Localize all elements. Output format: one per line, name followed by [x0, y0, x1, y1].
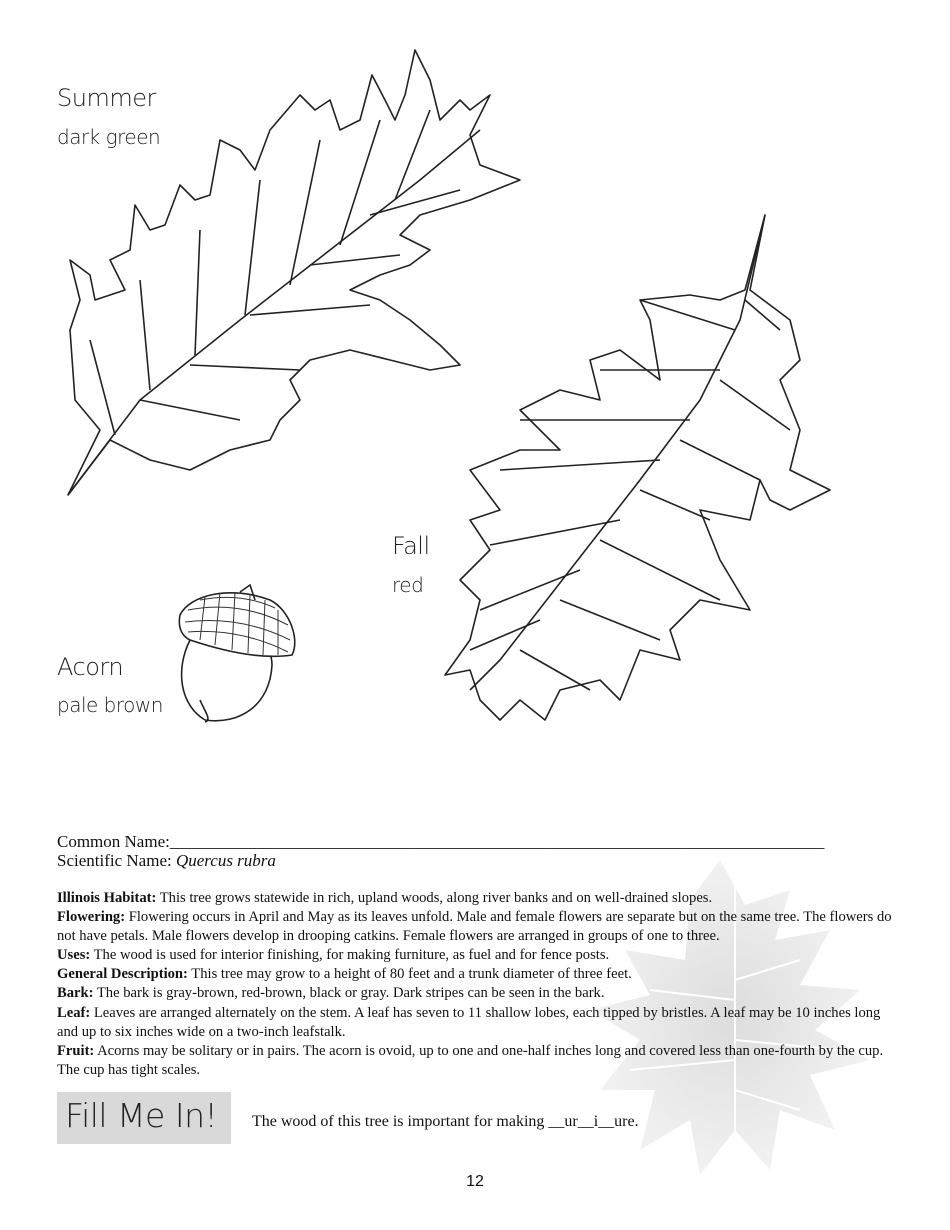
fact-text: This tree grows statewide in rich, upland woods, along river banks and on well-drained slopes.	[156, 890, 713, 906]
fact-bark	[57, 984, 897, 1003]
common-name-line	[57, 832, 824, 851]
fill-me-in-label: Fill Me In!	[65, 1096, 218, 1135]
fact-text: Leaves are arranged alternately on the stem. A leaf has seven to 11 shallow lobes, each tipped by bristles. A leaf may be 10 inches long and up to six inches wide on a two-inch leafstalk.	[57, 1004, 881, 1040]
names-block	[57, 832, 824, 870]
fact-term: Bark:	[57, 985, 94, 1002]
fact-flowering	[57, 908, 897, 946]
fact-uses	[57, 946, 897, 965]
fall-color: red	[392, 573, 424, 597]
facts-block	[57, 889, 897, 1080]
fact-text: The wood is used for interior finishing, for making furniture, as fuel and for fence posts.	[90, 947, 610, 964]
fact-term: Fruit:	[57, 1042, 95, 1059]
fall-label: Fall	[392, 532, 430, 560]
acorn-color: pale brown	[57, 693, 163, 717]
fact-term: Illinois Habitat:	[57, 890, 157, 906]
fact-term: Uses:	[57, 947, 91, 964]
fact-term: General Description:	[57, 966, 188, 983]
summer-color: dark green	[57, 125, 161, 149]
fact-fruit	[57, 1042, 897, 1080]
fact-habitat	[57, 889, 897, 908]
summer-label: Summer	[57, 84, 156, 112]
fact-term: Flowering:	[57, 909, 126, 926]
fact-text: This tree may grow to a height of 80 feet and a trunk diameter of three feet.	[187, 966, 632, 983]
fact-general-description	[57, 965, 897, 984]
fact-text: Flowering occurs in April and May as its leaves unfold. Male and female flowers are separate but on the same tree. The flowers do not have petals. Male flowers develop in drooping catkins. Female flowers are arranged in groups of one to three.	[57, 909, 892, 945]
scientific-name-value: Quercus rubra	[175, 851, 276, 870]
scientific-name-line	[57, 851, 824, 870]
fact-term: Leaf:	[57, 1004, 91, 1021]
acorn-label: Acorn	[57, 653, 124, 681]
common-name-blank: _____________________________________________________________________________	[169, 832, 825, 851]
page-number: 12	[466, 1173, 484, 1190]
fact-text: Acorns may be solitary or in pairs. The acorn is ovoid, up to one and one-half inches long and covered less than one-fourth by the cup. The cup has tight scales.	[57, 1042, 884, 1078]
fill-me-in-badge	[57, 1092, 231, 1144]
scientific-name-label: Scientific Name:	[57, 851, 172, 870]
fact-leaf	[57, 1004, 897, 1042]
common-name-label: Common Name:	[57, 832, 170, 851]
fact-text: The bark is gray-brown, red-brown, black or gray. Dark stripes can be seen in the bark.	[93, 985, 605, 1002]
fill-in-question: The wood of this tree is important for making __ur__i__ure.	[252, 1113, 639, 1130]
